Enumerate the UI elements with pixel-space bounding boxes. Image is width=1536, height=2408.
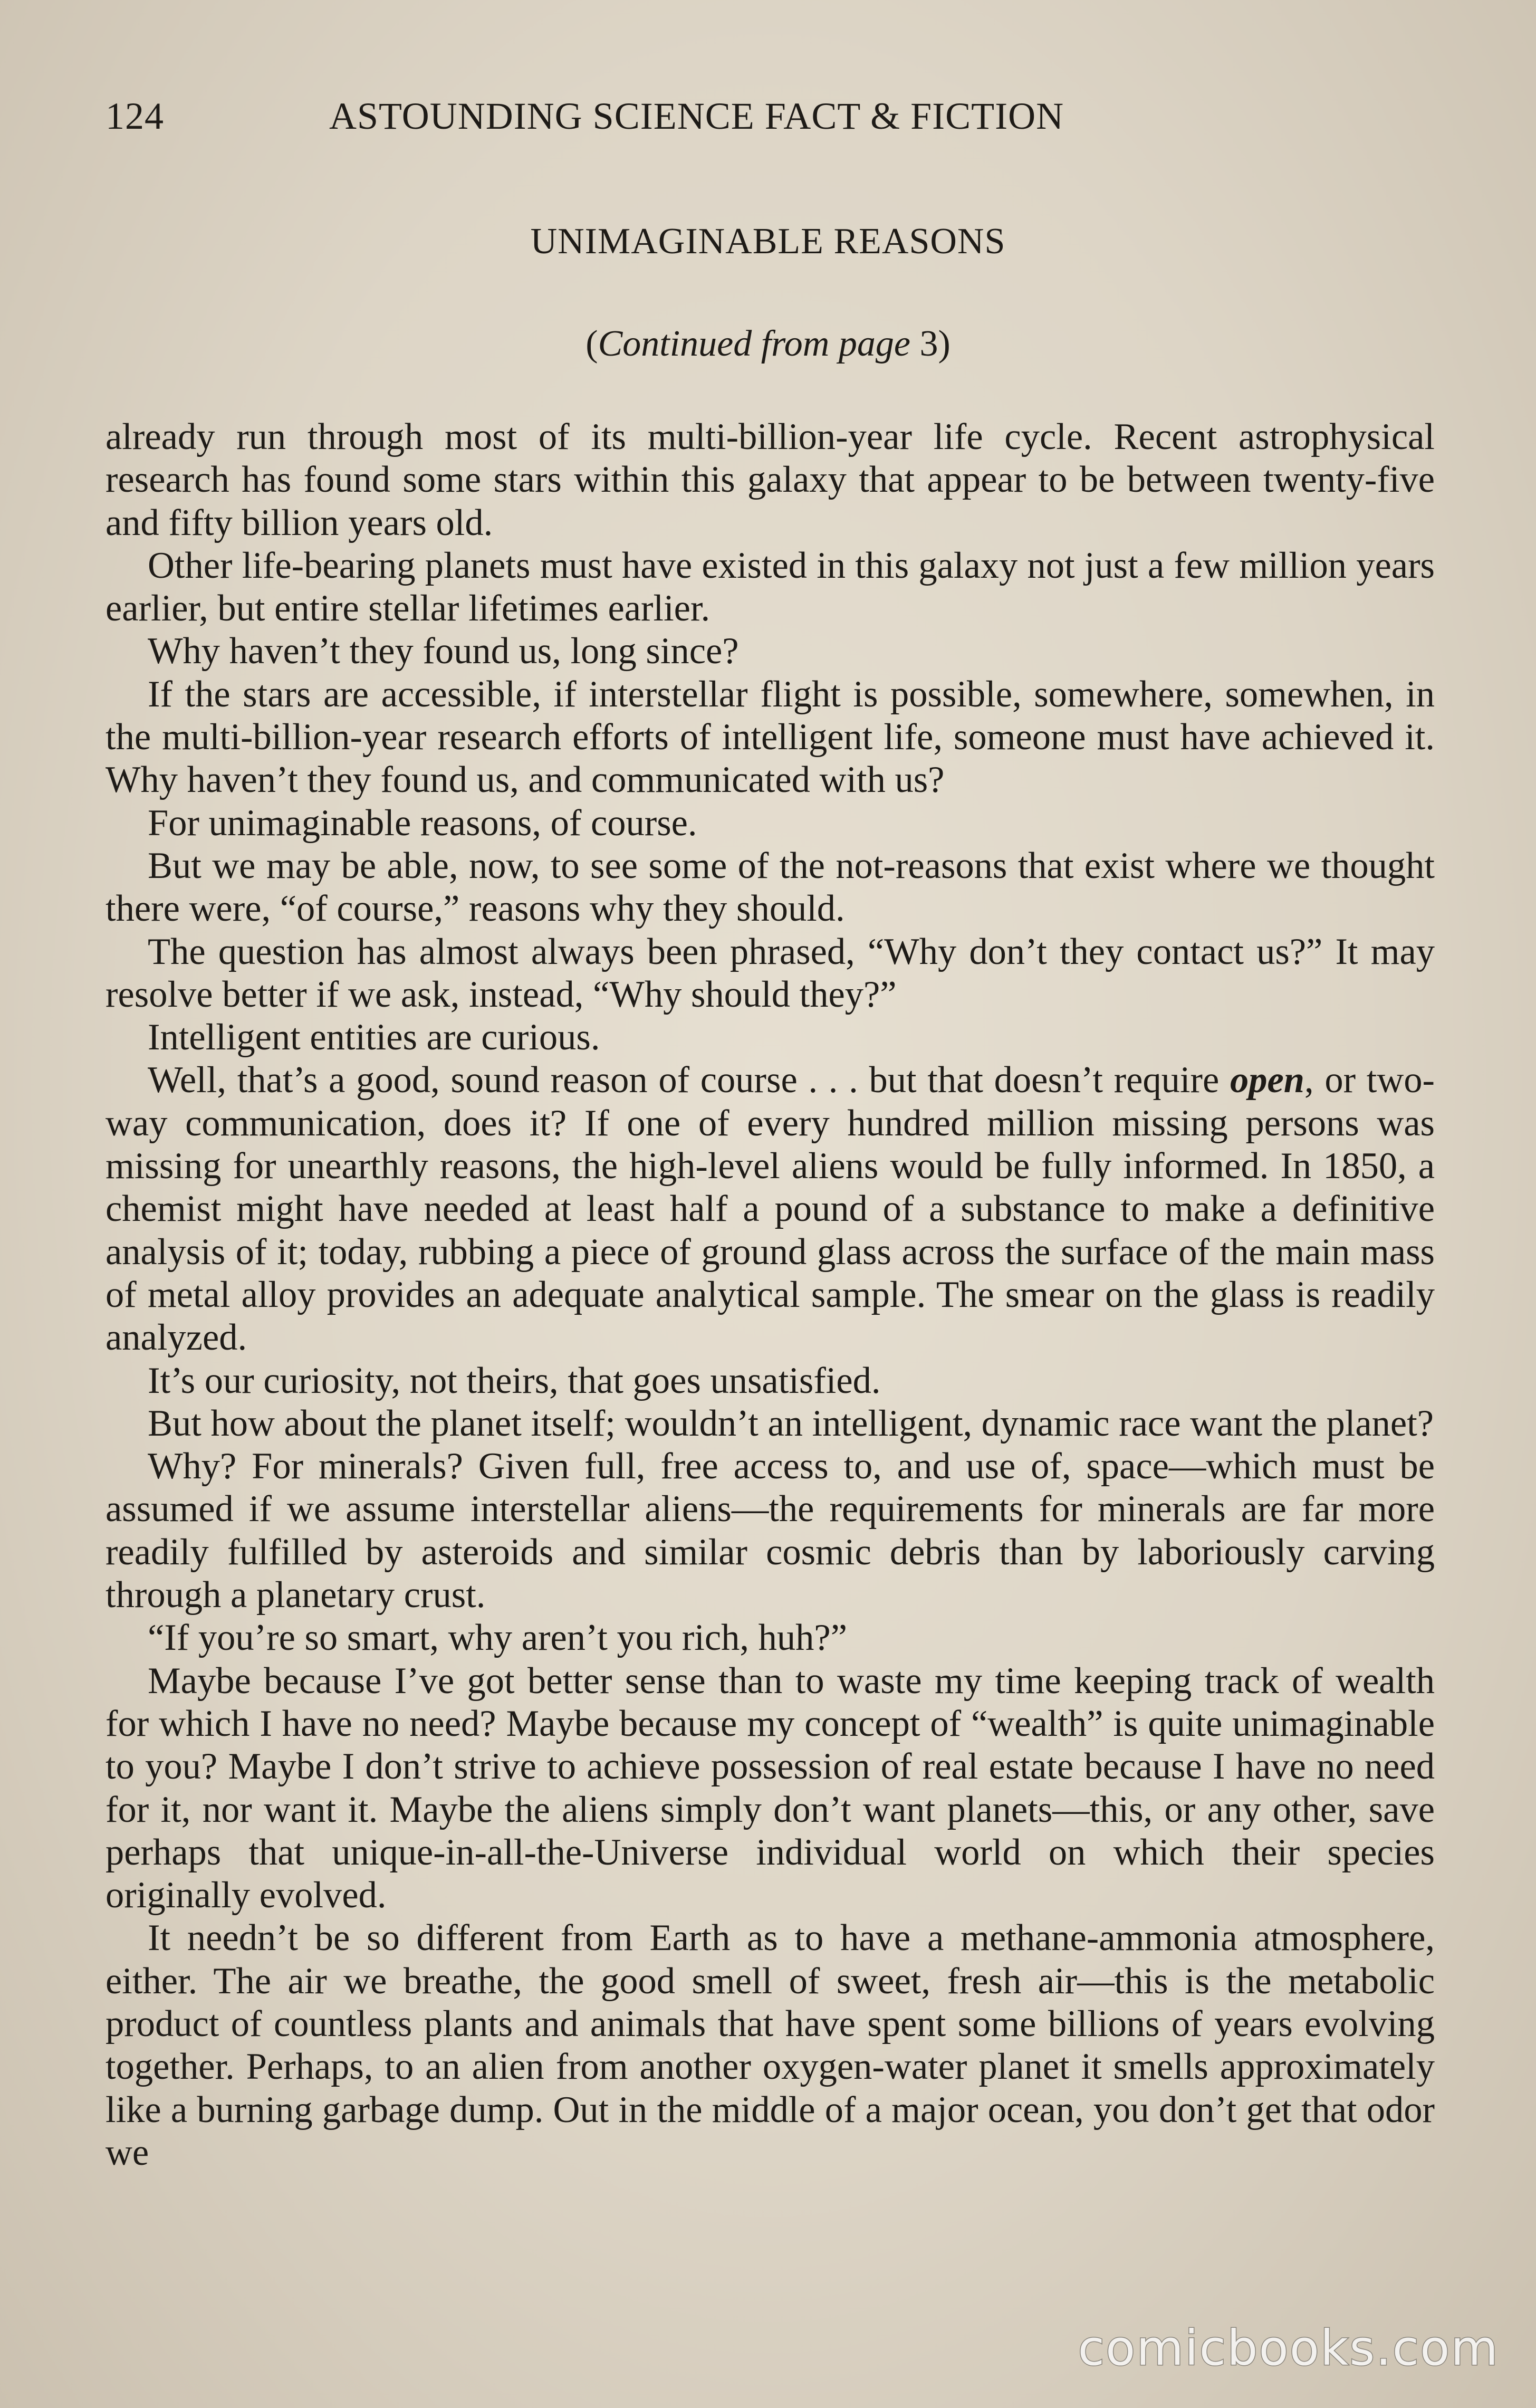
continued-from-label: Continued from page [598,323,910,364]
paragraph: Other life-bearing planets must have existed in this galaxy not just a few million years earlier, but entire stellar lifetimes earlier. [105,544,1435,629]
paragraph: “If you’re so smart, why aren’t you rich, huh?” [148,1617,848,1659]
continued-page-ref: 3) [910,323,951,364]
paragraph: The question has almost always been phrased, “Why don’t they contact us?” It may resolve better if we ask, instead, “Why should they?” [105,931,1435,1015]
paragraph: Maybe because I’ve got better sense than to waste my time keeping track of wealth for which I have no need? Maybe because my concept of “wealth” is quite unimaginable to you? Maybe I don’t strive to achieve possession of real estate because I have no need for it, nor want it. Maybe the aliens simply don’t want planets—this, or any other, save perhaps that unique-in-all-the-Universe individual world on which their species originally evolved. [105,1660,1435,1916]
paragraph: For unimaginable reasons, of course. [148,802,697,844]
paragraph: But we may be able, now, to see some of the not-reasons that exist where we thought there were, “of course,” reasons why they should. [105,845,1435,930]
paragraph-text: , or two-way communication, does it? If one of every hundred million missing persons was missing for unearthly reasons, the high-level aliens would be fully informed. In 1850, a chemist might have needed at least half a pound of a substance to make a definitive analysis of it; today, rubbing a piece of ground glass across the surface of the main mass of metal alloy provides an adequate analytical sample. The smear on the glass is readily analyzed. [105,1059,1435,1359]
paragraph: Why? For minerals? Given full, free access to, and use of, space—which must be assumed if we assume interstellar aliens—the requirements for minerals are far more readily fulfilled by asteroids and similar cosmic debris than by laboriously carving through a planetary crust. [105,1446,1435,1616]
continued-note [0,318,1536,370]
paragraph-text: Well, that’s a good, sound reason of course . . . but that doesn’t require [148,1059,1230,1101]
paragraph: It’s our curiosity, not theirs, that goes unsatisfied. [148,1360,881,1401]
article-title: UNIMAGINABLE REASONS [530,221,1006,262]
continued-open-paren: ( [585,323,598,364]
page-number: 124 [105,95,164,137]
paragraph: Intelligent entities are curious. [148,1017,600,1058]
paragraph: It needn’t be so different from Earth as to have a methane-ammonia atmosphere, either. The air we breathe, the good smell of sweet, fresh air—this is the metabolic product of countless plants and animals that have spent some billions of years evolving together. Perhaps, to an alien from another oxygen-water planet it smells approximately like a burning garbage dump. Out in the middle of a major ocean, you don’t get that odor we [105,1917,1435,2173]
article-body [105,416,1435,2174]
paragraph: But how about the planet itself; wouldn’t an intelligent, dynamic race want the planet? [148,1402,1434,1444]
paragraph: already run through most of its multi-billion-year life cycle. Recent astrophysical research has found some stars within this galaxy that appear to be between twenty-five and fifty billion years old. [105,416,1435,543]
running-head [105,84,1435,148]
journal-title: ASTOUNDING SCIENCE FACT & FICTION [329,95,1064,137]
paragraph-curiosity [105,1059,1435,1359]
paragraph: If the stars are accessible, if interstellar flight is possible, somewhere, somewhen, in the multi-billion-year research efforts of intelligent life, someone must have achieved it. Why haven’t they found us, and communicated with us? [105,673,1435,801]
emphasis-open: open [1230,1059,1304,1101]
watermark: comicbooks.com [1078,2320,1499,2376]
paragraph: Why haven’t they found us, long since? [148,630,739,672]
